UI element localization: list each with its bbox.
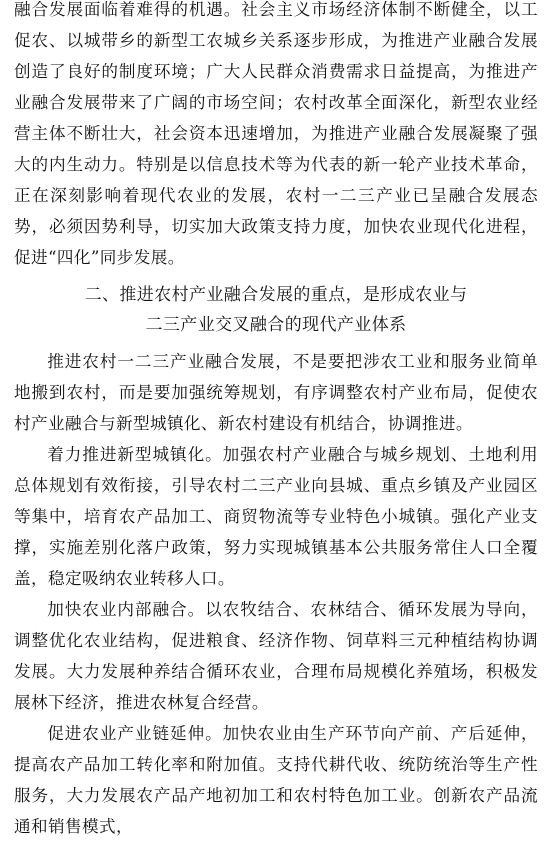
paragraph-industry-chain: 促进农业产业链延伸。加快农业由生产环节向产前、产后延伸，提高农产品加工转化率和附加值。支持代耕代收、统防统治等生产性服务，大力发展农产品产地初加工和农村特色加工业。创新农产品流通和销售模式， bbox=[14, 724, 538, 836]
paragraph-agriculture-integration: 加快农业内部融合。以农牧结合、农林结合、循环发展为导向，调整优化农业结构，促进粮食、经济作物、饲草料三元种植结构协调发展。大力发展种养结合循环农业，合理布局规模化养殖场，积极发展林下经济，推进农林复合经营。 bbox=[14, 600, 538, 712]
section-heading-line-2: 二三产业交叉融合的现代产业体系 bbox=[145, 315, 407, 335]
section-heading bbox=[14, 280, 538, 340]
paragraph-urbanization: 着力推进新型城镇化。加强农村产业融合与城乡规划、土地利用总体规划有效衔接，引导农村二三产业向县城、重点乡镇及产业园区等集中，培育农产品加工、商贸物流等专业特色小城镇。强化产业支撑，实施差别化落户政策，努力实现城镇基本公共服务常住人口全覆盖，稳定吸纳农业转移人口。 bbox=[14, 445, 538, 588]
section-heading-line-1: 二、推进农村产业融合发展的重点，是形成农业与 bbox=[84, 285, 468, 305]
paragraph-overview: 推进农村一二三产业融合发展，不是要把涉农工业和服务业简单地搬到农村，而是要加强统筹规划，有序调整农村产业布局，促使农村产业融合与新型城镇化、新农村建设有机结合，协调推进。 bbox=[14, 352, 538, 433]
intro-paragraph: 融合发展面临着难得的机遇。社会主义市场经济体制不断健全，以工促农、以城带乡的新型工农城乡关系逐步形成，为推进产业融合发展创造了良好的制度环境；广大人民群众消费需求日益提高，为推进产业融合发展带来了广阔的市场空间；农村改革全面深化，新型农业经营主体不断壮大，社会资本迅速增加，为推进产业融合发展凝聚了强大的内生动力。特别是以信息技术等为代表的新一轮产业技术革命，正在深刻影响着现代农业的发展，农村一二三产业已呈融合发展态势，必须因势利导，切实加大政策支持力度，加快农业现代化进程，促进“四化”同步发展。 bbox=[14, 0, 538, 267]
